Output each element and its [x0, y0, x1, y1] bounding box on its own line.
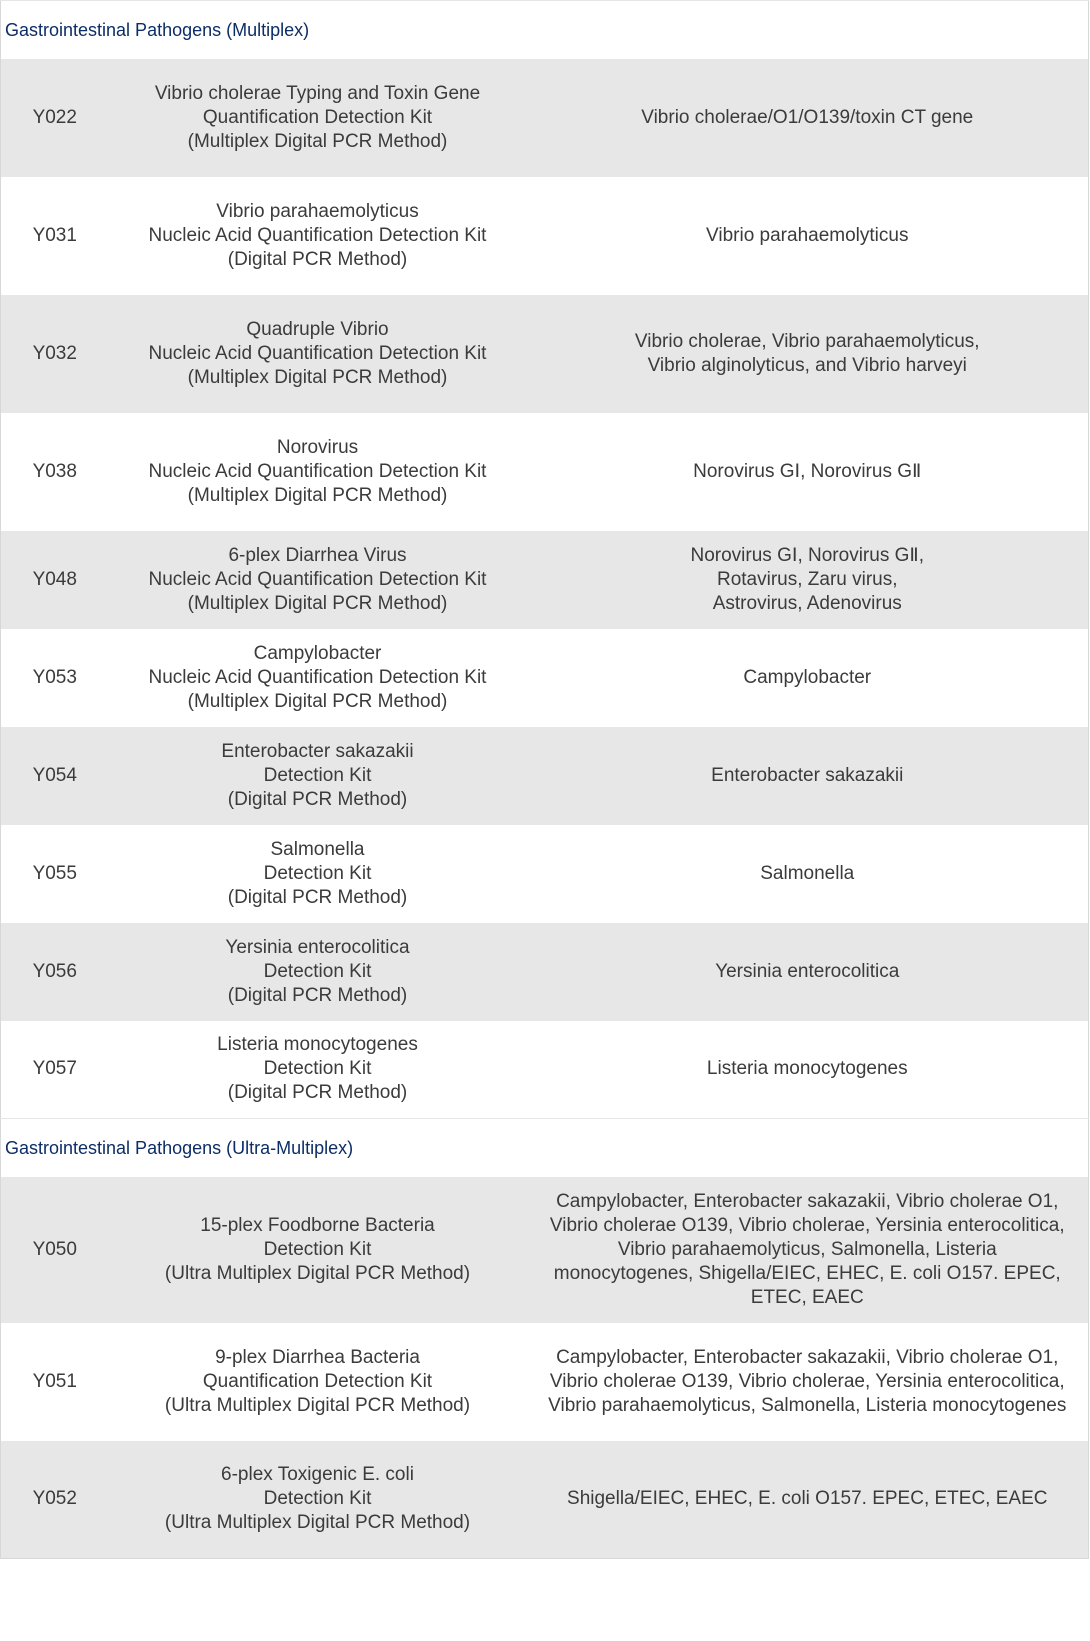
- detection-targets-line: Listeria monocytogenes: [706, 1058, 908, 1080]
- detection-targets-line: Campylobacter, Enterobacter sakazakii, Vibrio cholerae O1,: [556, 1190, 1059, 1212]
- table-row: [1, 413, 1089, 531]
- product-name-line: (Ultra Multiplex Digital PCR Method): [164, 1394, 471, 1416]
- product-name-line: (Digital PCR Method): [227, 248, 408, 270]
- product-name-line: (Multiplex Digital PCR Method): [187, 366, 448, 388]
- product-name-line: Quadruple Vibrio: [246, 318, 389, 340]
- detection-targets: [527, 59, 1089, 177]
- product-code: Y032: [1, 295, 109, 413]
- detection-targets-line: Vibrio alginolyticus, and Vibrio harveyi: [647, 354, 967, 376]
- product-name: [109, 177, 527, 295]
- product-name-line: (Multiplex Digital PCR Method): [187, 690, 448, 712]
- product-name-line: Detection Kit: [263, 1238, 372, 1260]
- detection-targets-line: Salmonella: [760, 862, 855, 884]
- product-name-line: Detection Kit: [263, 1488, 372, 1510]
- product-name: [109, 825, 527, 923]
- detection-targets-line: Shigella/EIEC, EHEC, E. coli O157. EPEC, ETEC, EAEC: [567, 1488, 1048, 1510]
- detection-targets: [527, 531, 1089, 629]
- product-code: Y022: [1, 59, 109, 177]
- table-row: [1, 1441, 1089, 1559]
- detection-targets: [527, 825, 1089, 923]
- product-name-line: (Ultra Multiplex Digital PCR Method): [164, 1512, 471, 1534]
- detection-targets-line: Rotavirus, Zaru virus,: [716, 568, 898, 590]
- product-name: [109, 1441, 527, 1559]
- product-name-line: Detection Kit: [263, 960, 372, 982]
- detection-targets-line: ETEC, EAEC: [750, 1286, 864, 1308]
- detection-targets-line: Astrovirus, Adenovirus: [712, 592, 902, 614]
- product-name-line: Enterobacter sakazakii: [221, 740, 414, 762]
- product-name-line: Vibrio parahaemolyticus: [216, 200, 419, 222]
- detection-targets-line: Vibrio cholerae, Vibrio parahaemolyticus,: [634, 330, 980, 352]
- product-code: Y055: [1, 825, 109, 923]
- product-code: Y052: [1, 1441, 109, 1559]
- product-name-line: Norovirus: [276, 436, 359, 458]
- detection-targets: [527, 295, 1089, 413]
- detection-targets-line: Vibrio cholerae O139, Vibrio cholerae, Yersinia enterocolitica,: [549, 1214, 1065, 1236]
- product-name-line: Quantification Detection Kit: [202, 106, 433, 128]
- product-code: Y051: [1, 1323, 109, 1441]
- product-code: Y031: [1, 177, 109, 295]
- product-code: Y054: [1, 727, 109, 825]
- table-row: [1, 177, 1089, 295]
- product-name: [109, 413, 527, 531]
- product-code: Y057: [1, 1021, 109, 1119]
- product-name-line: Quantification Detection Kit: [202, 1370, 433, 1392]
- table-row: [1, 923, 1089, 1021]
- product-code: Y053: [1, 629, 109, 727]
- product-name-line: (Ultra Multiplex Digital PCR Method): [164, 1262, 471, 1284]
- product-name-line: (Digital PCR Method): [227, 788, 408, 810]
- product-name-line: 6-plex Diarrhea Virus: [228, 544, 407, 566]
- product-name-line: (Multiplex Digital PCR Method): [187, 484, 448, 506]
- table-row: [1, 825, 1089, 923]
- section-header-row: [1, 1, 1089, 59]
- product-code: Y050: [1, 1177, 109, 1323]
- product-name-line: Yersinia enterocolitica: [225, 936, 410, 958]
- detection-targets-line: Vibrio cholerae O139, Vibrio cholerae, Yersinia enterocolitica,: [549, 1370, 1065, 1392]
- product-name-line: (Digital PCR Method): [227, 984, 408, 1006]
- product-name: [109, 727, 527, 825]
- detection-targets-line: Vibrio parahaemolyticus, Salmonella, Listeria: [617, 1238, 997, 1260]
- product-name-line: 6-plex Toxigenic E. coli: [221, 1464, 414, 1486]
- detection-targets-line: Norovirus GⅠ, Norovirus GⅡ,: [690, 544, 925, 566]
- product-name-line: 9-plex Diarrhea Bacteria: [215, 1346, 420, 1368]
- detection-targets-line: Norovirus GⅠ, Norovirus GⅡ: [693, 460, 922, 482]
- detection-targets-line: Yersinia enterocolitica: [715, 960, 900, 982]
- product-name: [109, 295, 527, 413]
- product-name: [109, 531, 527, 629]
- detection-targets-line: monocytogenes, Shigella/EIEC, EHEC, E. coli O157. EPEC,: [553, 1262, 1061, 1284]
- product-name-line: Nucleic Acid Quantification Detection Kit: [148, 568, 487, 590]
- product-name-line: Nucleic Acid Quantification Detection Kit: [148, 460, 487, 482]
- product-name-line: Listeria monocytogenes: [217, 1034, 418, 1056]
- table-row: [1, 59, 1089, 177]
- product-name-line: Vibrio cholerae Typing and Toxin Gene: [154, 82, 481, 104]
- product-name-line: (Multiplex Digital PCR Method): [187, 130, 448, 152]
- detection-targets: [527, 629, 1089, 727]
- detection-targets-line: Campylobacter: [743, 666, 872, 688]
- product-name: [109, 1177, 527, 1323]
- product-name-line: Detection Kit: [263, 862, 372, 884]
- detection-targets-line: Vibrio cholerae/O1/O139/toxin CT gene: [641, 106, 974, 128]
- detection-targets: [527, 1441, 1089, 1559]
- product-name-line: Nucleic Acid Quantification Detection Kit: [148, 342, 487, 364]
- product-name: [109, 923, 527, 1021]
- table-row: [1, 629, 1089, 727]
- product-name-line: Detection Kit: [263, 764, 372, 786]
- detection-targets: [527, 1021, 1089, 1119]
- table-row: [1, 295, 1089, 413]
- detection-targets: [527, 1177, 1089, 1323]
- table-row: [1, 1323, 1089, 1441]
- table-row: [1, 531, 1089, 629]
- product-name-line: Salmonella: [270, 838, 365, 860]
- product-name-line: Detection Kit: [263, 1058, 372, 1080]
- detection-targets-line: Vibrio parahaemolyticus, Salmonella, Listeria monocytogenes: [548, 1394, 1067, 1416]
- product-code: Y056: [1, 923, 109, 1021]
- detection-targets-line: Enterobacter sakazakii: [711, 764, 904, 786]
- product-name: [109, 1021, 527, 1119]
- detection-targets: [527, 923, 1089, 1021]
- product-name-line: (Digital PCR Method): [227, 886, 408, 908]
- product-table-body: [1, 1, 1089, 1559]
- product-name: [109, 59, 527, 177]
- section-header-row: [1, 1119, 1089, 1177]
- detection-targets-line: Campylobacter, Enterobacter sakazakii, Vibrio cholerae O1,: [556, 1346, 1059, 1368]
- product-name: [109, 1323, 527, 1441]
- product-name-line: Campylobacter: [253, 642, 382, 664]
- product-name-line: 15-plex Foodborne Bacteria: [200, 1214, 435, 1236]
- product-name-line: (Digital PCR Method): [227, 1082, 408, 1104]
- table-row: [1, 1021, 1089, 1119]
- product-name-line: Nucleic Acid Quantification Detection Kit: [148, 666, 487, 688]
- detection-targets: [527, 1323, 1089, 1441]
- detection-targets: [527, 177, 1089, 295]
- detection-targets-line: Vibrio parahaemolyticus: [706, 224, 909, 246]
- product-code: Y038: [1, 413, 109, 531]
- section-title: Gastrointestinal Pathogens (Multiplex): [1, 1, 1089, 59]
- section-title: Gastrointestinal Pathogens (Ultra-Multiplex): [1, 1119, 1089, 1177]
- product-name-line: Nucleic Acid Quantification Detection Kit: [148, 224, 487, 246]
- product-code: Y048: [1, 531, 109, 629]
- table-row: [1, 1177, 1089, 1323]
- detection-targets: [527, 413, 1089, 531]
- table-row: [1, 727, 1089, 825]
- product-name: [109, 629, 527, 727]
- product-name-line: (Multiplex Digital PCR Method): [187, 592, 448, 614]
- detection-targets: [527, 727, 1089, 825]
